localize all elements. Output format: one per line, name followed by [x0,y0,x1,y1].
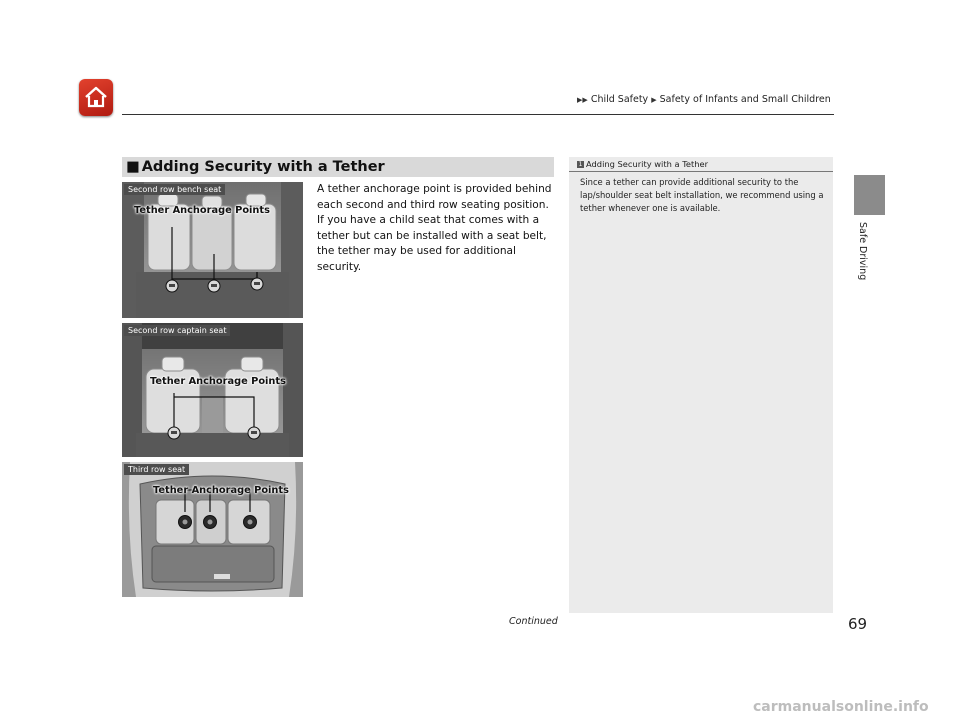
figure-callout: Tether Anchorage Points [150,376,286,387]
breadcrumb-item-child-safety[interactable]: Child Safety [590,94,649,105]
section-title-text: Adding Security with a Tether [141,159,385,175]
section-title [122,157,554,177]
figure-label: Second row bench seat [124,184,225,195]
figure-third-row [122,462,303,597]
side-chapter-label: Safe Driving [857,222,868,281]
breadcrumb-arrow-icon: ▶ [651,96,657,104]
continued-label: Continued [509,616,558,627]
note-heading [577,159,708,169]
figure-callout: Tether Anchorage Points [153,485,289,496]
side-chapter-tab[interactable] [854,175,885,215]
watermark: carmanualsonline.info [753,699,929,715]
note-text: Since a tether can provide additional security to the lap/shoulder seat belt installation, we recommend using a tether whenever one is available. [580,177,824,213]
page-number: 69 [848,615,868,633]
note-marker-icon: 1 [578,161,583,168]
breadcrumb-arrow-icon: ▶▶ [577,96,588,104]
breadcrumb [577,94,831,105]
breadcrumb-item-safety-infants[interactable]: Safety of Infants and Small Children [659,94,831,105]
header-divider [122,114,834,115]
figure-second-row-bench [122,182,303,318]
section-body-text: A tether anchorage point is provided behind each second and third row seating position. If you have a child seat that comes with a tether but can be installed with a seat belt, the tether may be used for additional security. [317,183,552,273]
bench-seat-illustration [122,182,303,318]
section-bullet-icon: ■ [126,159,140,175]
captain-seat-illustration [122,323,303,457]
figure-second-row-captain [122,323,303,457]
note-title: Adding Security with a Tether [586,159,708,169]
third-row-seat-illustration [122,462,303,597]
note-divider [569,171,833,172]
figure-label: Second row captain seat [124,325,230,336]
figure-callout: Tether Anchorage Points [134,205,270,216]
home-button[interactable] [79,79,113,116]
figure-label: Third row seat [124,464,189,475]
side-note-panel [569,157,833,613]
home-icon [84,85,108,109]
